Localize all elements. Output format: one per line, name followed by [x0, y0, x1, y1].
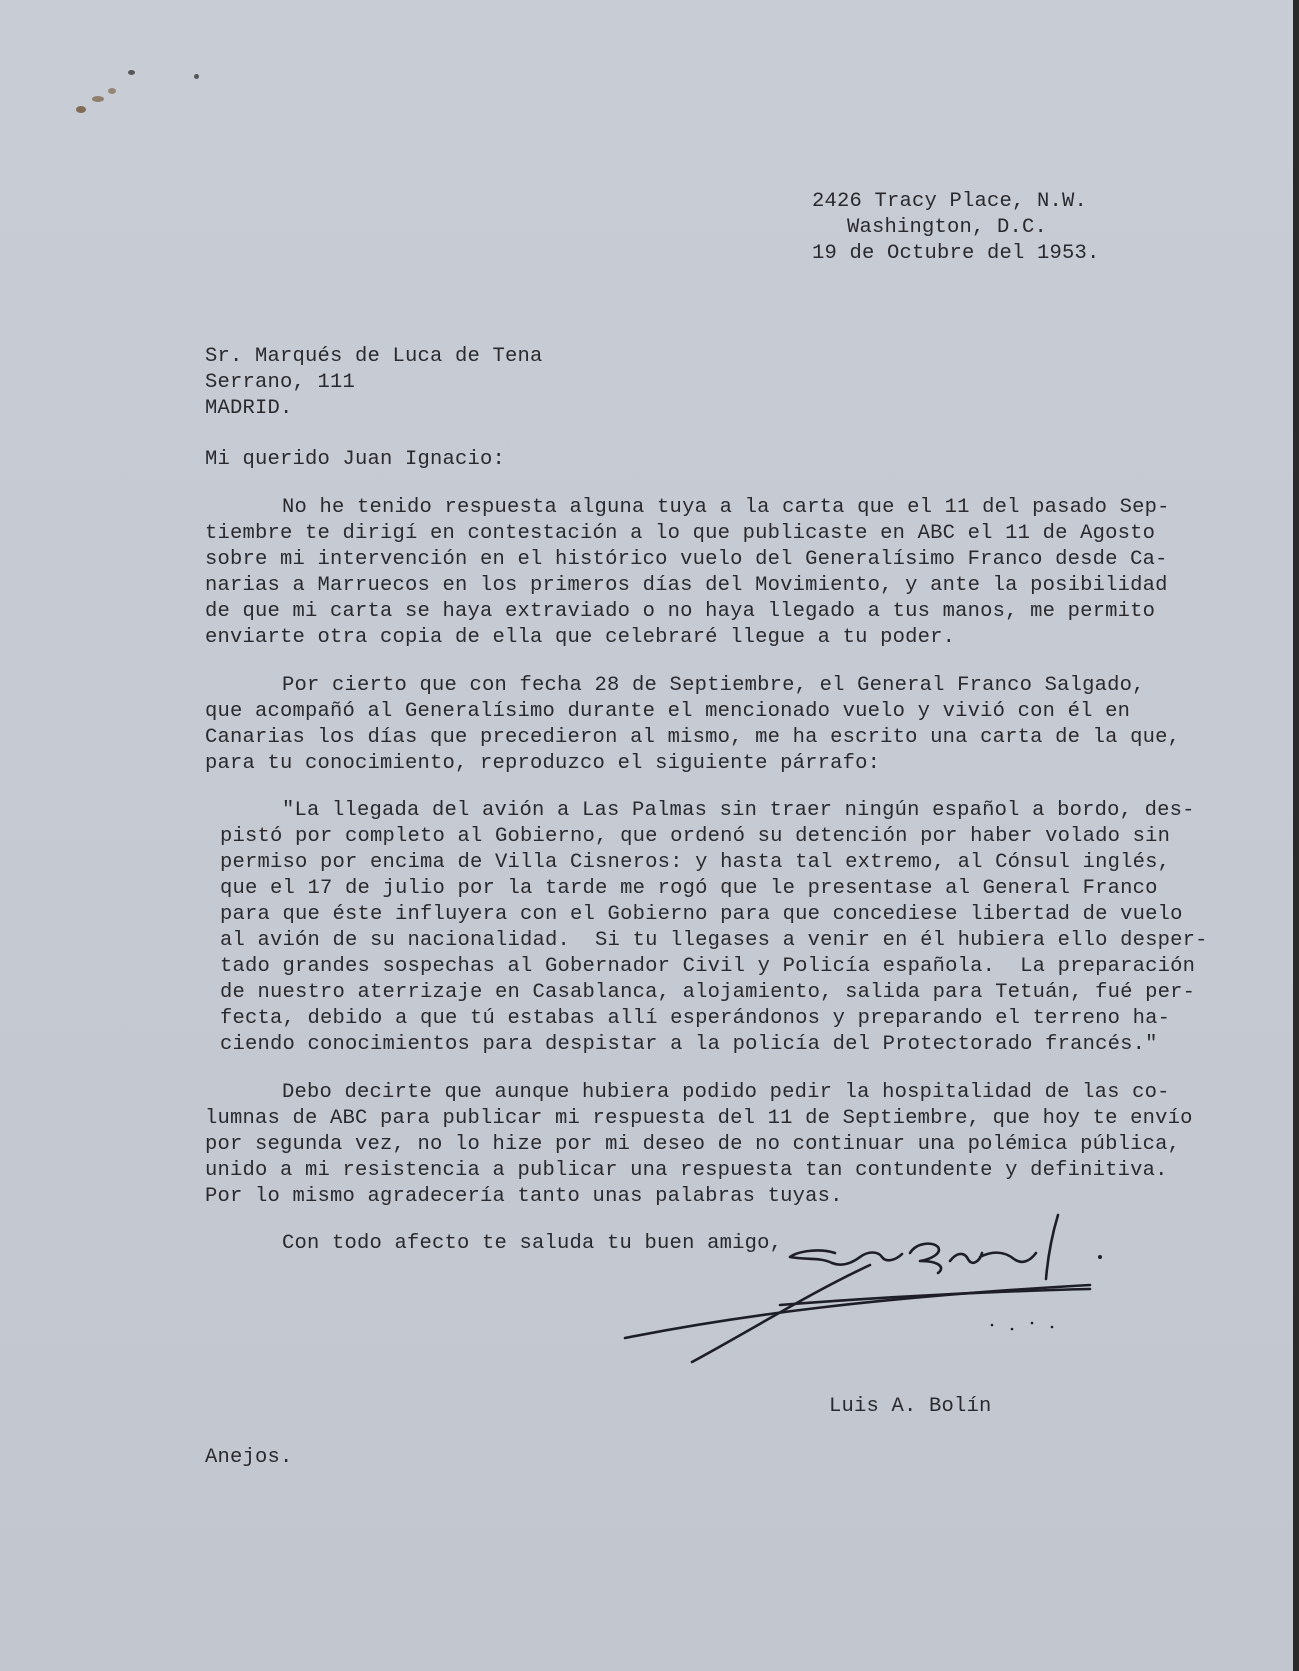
body-line: unido a mi resistencia a publicar una respuesta tan contundente y definitiva.: [205, 1159, 1168, 1182]
quote-line: "La llegada del avión a Las Palmas sin traer ningún español a bordo, des-: [282, 799, 1195, 822]
quote-line: al avión de su nacionalidad. Si tu llegases a venir en él hubiera ello desper-: [220, 929, 1208, 952]
body-line: por segunda vez, no lo hize por mi deseo de no continuar una polémica pública,: [205, 1133, 1181, 1156]
ink-stain: [108, 88, 116, 94]
salutation: Mi querido Juan Ignacio:: [205, 448, 506, 471]
body-line: enviarte otra copia de ella que celebraré llegue a tu poder.: [205, 626, 956, 649]
body-line: narias a Marruecos en los primeros días del Movimiento, y ante la posibilidad: [205, 574, 1168, 597]
sender-address-line-2: Washington, D.C.: [847, 216, 1048, 239]
recipient-street: Serrano, 111: [205, 371, 356, 394]
body-line: lumnas de ABC para publicar mi respuesta del 11 de Septiembre, que hoy te envío: [205, 1107, 1193, 1130]
quote-line: que el 17 de julio por la tarde me rogó que le presentase al General Franco: [220, 877, 1158, 900]
body-line: sobre mi intervención en el histórico vuelo del Generalísimo Franco desde Ca-: [205, 548, 1168, 571]
closing: Con todo afecto te saluda tu buen amigo,: [282, 1232, 783, 1255]
recipient-name: Sr. Marqués de Luca de Tena: [205, 345, 543, 368]
enclosure-note: Anejos.: [205, 1446, 293, 1469]
quote-line: de nuestro aterrizaje en Casablanca, alojamiento, salida para Tetuán, fué per-: [220, 981, 1196, 1004]
body-line: Por cierto que con fecha 28 de Septiembre, el General Franco Salgado,: [282, 674, 1145, 697]
body-line: Por lo mismo agradecería tanto unas palabras tuyas.: [205, 1185, 843, 1208]
quote-line: tado grandes sospechas al Gobernador Civil y Policía española. La preparación: [220, 955, 1196, 978]
quote-line: pistó por completo al Gobierno, que ordenó su detención por haber volado sin: [220, 825, 1171, 848]
handwritten-signature: [620, 1205, 1120, 1370]
body-line: que acompañó al Generalísimo durante el mencionado vuelo y vivió con él en: [205, 700, 1131, 723]
quote-line: permiso por encima de Villa Cisneros: y hasta tal extremo, al Cónsul inglés,: [220, 851, 1171, 874]
sender-address-line-1: 2426 Tracy Place, N.W.: [812, 190, 1088, 213]
body-line: No he tenido respuesta alguna tuya a la carta que el 11 del pasado Sep-: [282, 496, 1170, 519]
ink-stain: [128, 70, 135, 75]
body-line: para tu conocimiento, reproduzco el siguiente párrafo:: [205, 752, 881, 775]
ink-stain: [194, 74, 199, 79]
quote-line: para que éste influyera con el Gobierno para que concediese libertad de vuelo: [220, 903, 1183, 926]
signature-name: Luis A. Bolín: [829, 1395, 992, 1418]
body-line: Canarias los días que precedieron al mismo, me ha escrito una carta de la que,: [205, 726, 1181, 749]
quote-line: ciendo conocimientos para despistar a la policía del Protectorado francés.": [220, 1033, 1158, 1056]
recipient-city: MADRID.: [205, 397, 293, 420]
body-line: Debo decirte que aunque hubiera podido pedir la hospitalidad de las co-: [282, 1081, 1170, 1104]
quote-line: fecta, debido a que tú estabas allí esperándonos y preparando el terreno ha-: [220, 1007, 1171, 1030]
body-line: tiembre te dirigí en contestación a lo que publicaste en ABC el 11 de Agosto: [205, 522, 1156, 545]
ink-stain: [76, 106, 86, 113]
page-edge-shadow: [1293, 0, 1299, 1671]
letter-date: 19 de Octubre del 1953.: [812, 242, 1100, 265]
body-line: de que mi carta se haya extraviado o no haya llegado a tus manos, me permito: [205, 600, 1156, 623]
ink-stain: [92, 96, 104, 102]
